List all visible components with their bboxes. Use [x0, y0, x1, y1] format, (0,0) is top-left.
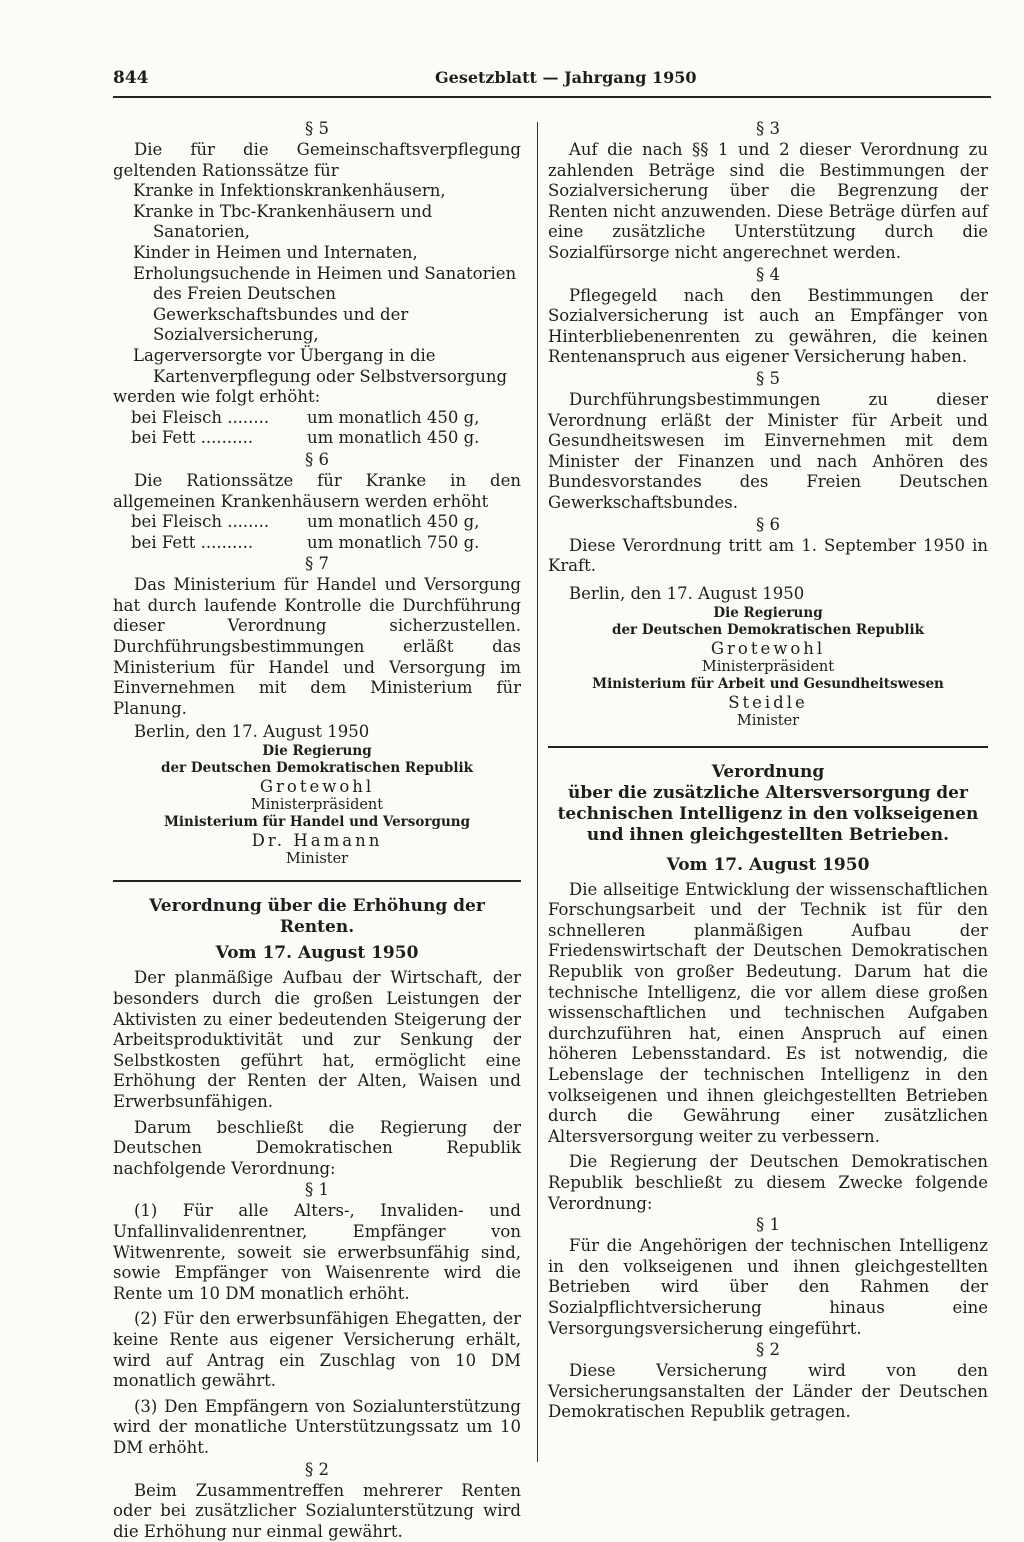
ration-value: um monatlich 450 g,	[307, 512, 479, 533]
signature-gov: Die Regierung	[113, 743, 521, 760]
section-heading: § 1	[548, 1214, 988, 1236]
paragraph: Auf die nach §§ 1 und 2 dieser Verordnung zu zahlenden Beträge sind die Bestimmungen der Sozialversicherung über die Begrenzung der Renten nicht anzuwenden. Diese Beträge dürfen auf eine zusätzliche Unterstützung durch die Sozialfürsorge nicht angerechnet werden.	[548, 140, 988, 264]
paragraph: Beim Zusammentreffen mehrerer Renten oder bei zusätzlicher Sozialunterstützung wird die Erhöhung nur einmal gewährt.	[113, 1481, 521, 1542]
paragraph: Das Ministerium für Handel und Versorgung hat durch laufende Kontrolle die Durchführung dieser Verordnung sicherzustellen. Durchführungsbestimmungen erläßt das Ministerium für Handel und Versorgung im Einvernehmen mit dem Ministerium für Planung.	[113, 575, 521, 719]
decree-title: Verordnung	[548, 762, 988, 783]
decree-title: und ihnen gleichgestellten Betrieben.	[548, 825, 988, 846]
list-item: Lagerversorgte vor Übergang in die Kartenverpflegung oder Selbstversorgung	[113, 346, 521, 387]
page-number: 844	[113, 68, 149, 88]
signature-role: Ministerpräsident	[548, 658, 988, 676]
signature-ministry: Ministerium für Arbeit und Gesundheitswesen	[548, 676, 988, 693]
ration-item: bei Fleisch ........	[131, 512, 307, 533]
ration-item: bei Fett ..........	[131, 428, 307, 449]
decree-title: Verordnung über die Erhöhung der Renten.	[113, 896, 521, 938]
signature-name: Steidle	[548, 693, 988, 712]
signature-role: Ministerpräsident	[113, 796, 521, 814]
left-column	[113, 118, 521, 1542]
signature-name: Dr. Hamann	[113, 831, 521, 850]
date-line: Berlin, den 17. August 1950	[113, 721, 521, 743]
paragraph: Die für die Gemeinschaftsverpflegung geltenden Rationssätze für	[113, 140, 521, 181]
page-header	[113, 62, 991, 98]
decree-date: Vom 17. August 1950	[548, 852, 988, 878]
section-heading: § 2	[113, 1459, 521, 1481]
ration-item: bei Fleisch ........	[131, 408, 307, 429]
ration-row	[113, 533, 521, 554]
section-heading: § 5	[548, 368, 988, 390]
section-heading: § 3	[548, 118, 988, 140]
list-item: Kranke in Infektionskrankenhäusern,	[113, 181, 521, 202]
section-heading: § 5	[113, 118, 521, 140]
ration-value: um monatlich 450 g,	[307, 408, 479, 429]
paragraph: Pflegegeld nach den Bestimmungen der Sozialversicherung ist auch an Empfänger von Hinterbliebenenrenten zu gewähren, die keinen Rentenanspruch aus eigener Versicherung haben.	[548, 286, 988, 368]
paragraph: (3) Den Empfängern von Sozialunterstützung wird der monatliche Unterstützungssatz um 10 DM erhöht.	[113, 1397, 521, 1459]
paragraph: Diese Verordnung tritt am 1. September 1950 in Kraft.	[548, 536, 988, 577]
section-heading: § 6	[548, 514, 988, 536]
ration-value: um monatlich 450 g.	[307, 428, 479, 449]
ration-row	[113, 428, 521, 449]
paragraph: werden wie folgt erhöht:	[113, 387, 521, 408]
section-rule	[548, 746, 988, 748]
paragraph: Die Regierung der Deutschen Demokratischen Republik beschließt zu diesem Zwecke folgende Verordnung:	[548, 1152, 988, 1214]
ration-row	[113, 408, 521, 429]
decree-date: Vom 17. August 1950	[113, 940, 521, 966]
signature-name: Grotewohl	[113, 777, 521, 796]
section-heading: § 7	[113, 553, 521, 575]
paragraph: Diese Versicherung wird von den Versicherungsanstalten der Länder der Deutschen Demokratischen Republik getragen.	[548, 1361, 988, 1423]
date-line: Berlin, den 17. August 1950	[548, 583, 988, 605]
paragraph: Darum beschließt die Regierung der Deutschen Demokratischen Republik nachfolgende Verordnung:	[113, 1118, 521, 1180]
paragraph: Durchführungsbestimmungen zu dieser Verordnung erläßt der Minister für Arbeit und Gesundheitswesen im Einvernehmen mit dem Minister der Finanzen und nach Anhören des Bundesvorstandes des Freien Deutschen Gewerkschaftsbundes.	[548, 390, 988, 514]
paragraph: (1) Für alle Alters-, Invaliden- und Unfallinvalidenrentner, Empfänger von Witwenrente, soweit sie erwerbsunfähig sind, sowie Empfänger von Waisenrente wird die Rente um 10 DM monatlich erhöht.	[113, 1201, 521, 1304]
signature-ministry: Ministerium für Handel und Versorgung	[113, 814, 521, 831]
running-head: Gesetzblatt — Jahrgang 1950	[435, 68, 697, 87]
signature-name: Grotewohl	[548, 639, 988, 658]
column-divider	[537, 122, 538, 1462]
signature-role: Minister	[113, 850, 521, 868]
paragraph: Die allseitige Entwicklung der wissenschaftlichen Forschungsarbeit und der Technik ist für den schnelleren planmäßigen Aufbau der Friedenswirtschaft der Deutschen Demokratischen Republik von großer Bedeutung. Darum hat die technische Intelligenz, die vor allem diese großen wissenschaftlichen und technischen Aufgaben durchzuführen hat, einen Anspruch auf einen höheren Lebensstandard. Es ist notwendig, die Lebenslage der technischen Intelligenz in den volkseigenen und ihnen gleichgestellten Betrieben durch die Gewährung einer zusätzlichen Altersversorgung weiter zu verbessern.	[548, 880, 988, 1148]
paragraph: Für die Angehörigen der technischen Intelligenz in den volkseigenen und ihnen gleichgestellten Betrieben wird über den Rahmen der Sozialpflichtversicherung hinaus eine Versorgungsversicherung eingeführt.	[548, 1236, 988, 1339]
section-heading: § 4	[548, 264, 988, 286]
signature-gov: der Deutschen Demokratischen Republik	[548, 622, 988, 639]
list-item: Kinder in Heimen und Internaten,	[113, 243, 521, 264]
ration-item: bei Fett ..........	[131, 533, 307, 554]
section-heading: § 2	[548, 1339, 988, 1361]
section-rule	[113, 880, 521, 882]
list-item: Kranke in Tbc-Krankenhäusern und Sanatorien,	[113, 202, 521, 243]
ration-row	[113, 512, 521, 533]
decree-title: über die zusätzliche Altersversorgung der	[548, 783, 988, 804]
paragraph: (2) Für den erwerbsunfähigen Ehegatten, der keine Rente aus eigener Versicherung erhält, wird auf Antrag ein Zuschlag von 10 DM monatlich gewährt.	[113, 1309, 521, 1391]
list-item: Erholungsuchende in Heimen und Sanatorien des Freien Deutschen Gewerkschaftsbundes und der Sozialversicherung,	[113, 264, 521, 346]
signature-gov: Die Regierung	[548, 605, 988, 622]
paragraph: Die Rationssätze für Kranke in den allgemeinen Krankenhäusern werden erhöht	[113, 471, 521, 512]
signature-gov: der Deutschen Demokratischen Republik	[113, 760, 521, 777]
section-heading: § 6	[113, 449, 521, 471]
signature-role: Minister	[548, 712, 988, 730]
section-heading: § 1	[113, 1179, 521, 1201]
right-column	[548, 118, 988, 1423]
paragraph: Der planmäßige Aufbau der Wirtschaft, der besonders durch die großen Leistungen der Aktivisten zu einer bedeutenden Steigerung der Arbeitsproduktivität und zur Senkung der Selbstkosten geführt hat, ermöglicht eine Erhöhung der Renten der Alten, Waisen und Erwerbsunfähigen.	[113, 968, 521, 1112]
ration-value: um monatlich 750 g.	[307, 533, 479, 554]
decree-title: technischen Intelligenz in den volkseigenen	[548, 804, 988, 825]
